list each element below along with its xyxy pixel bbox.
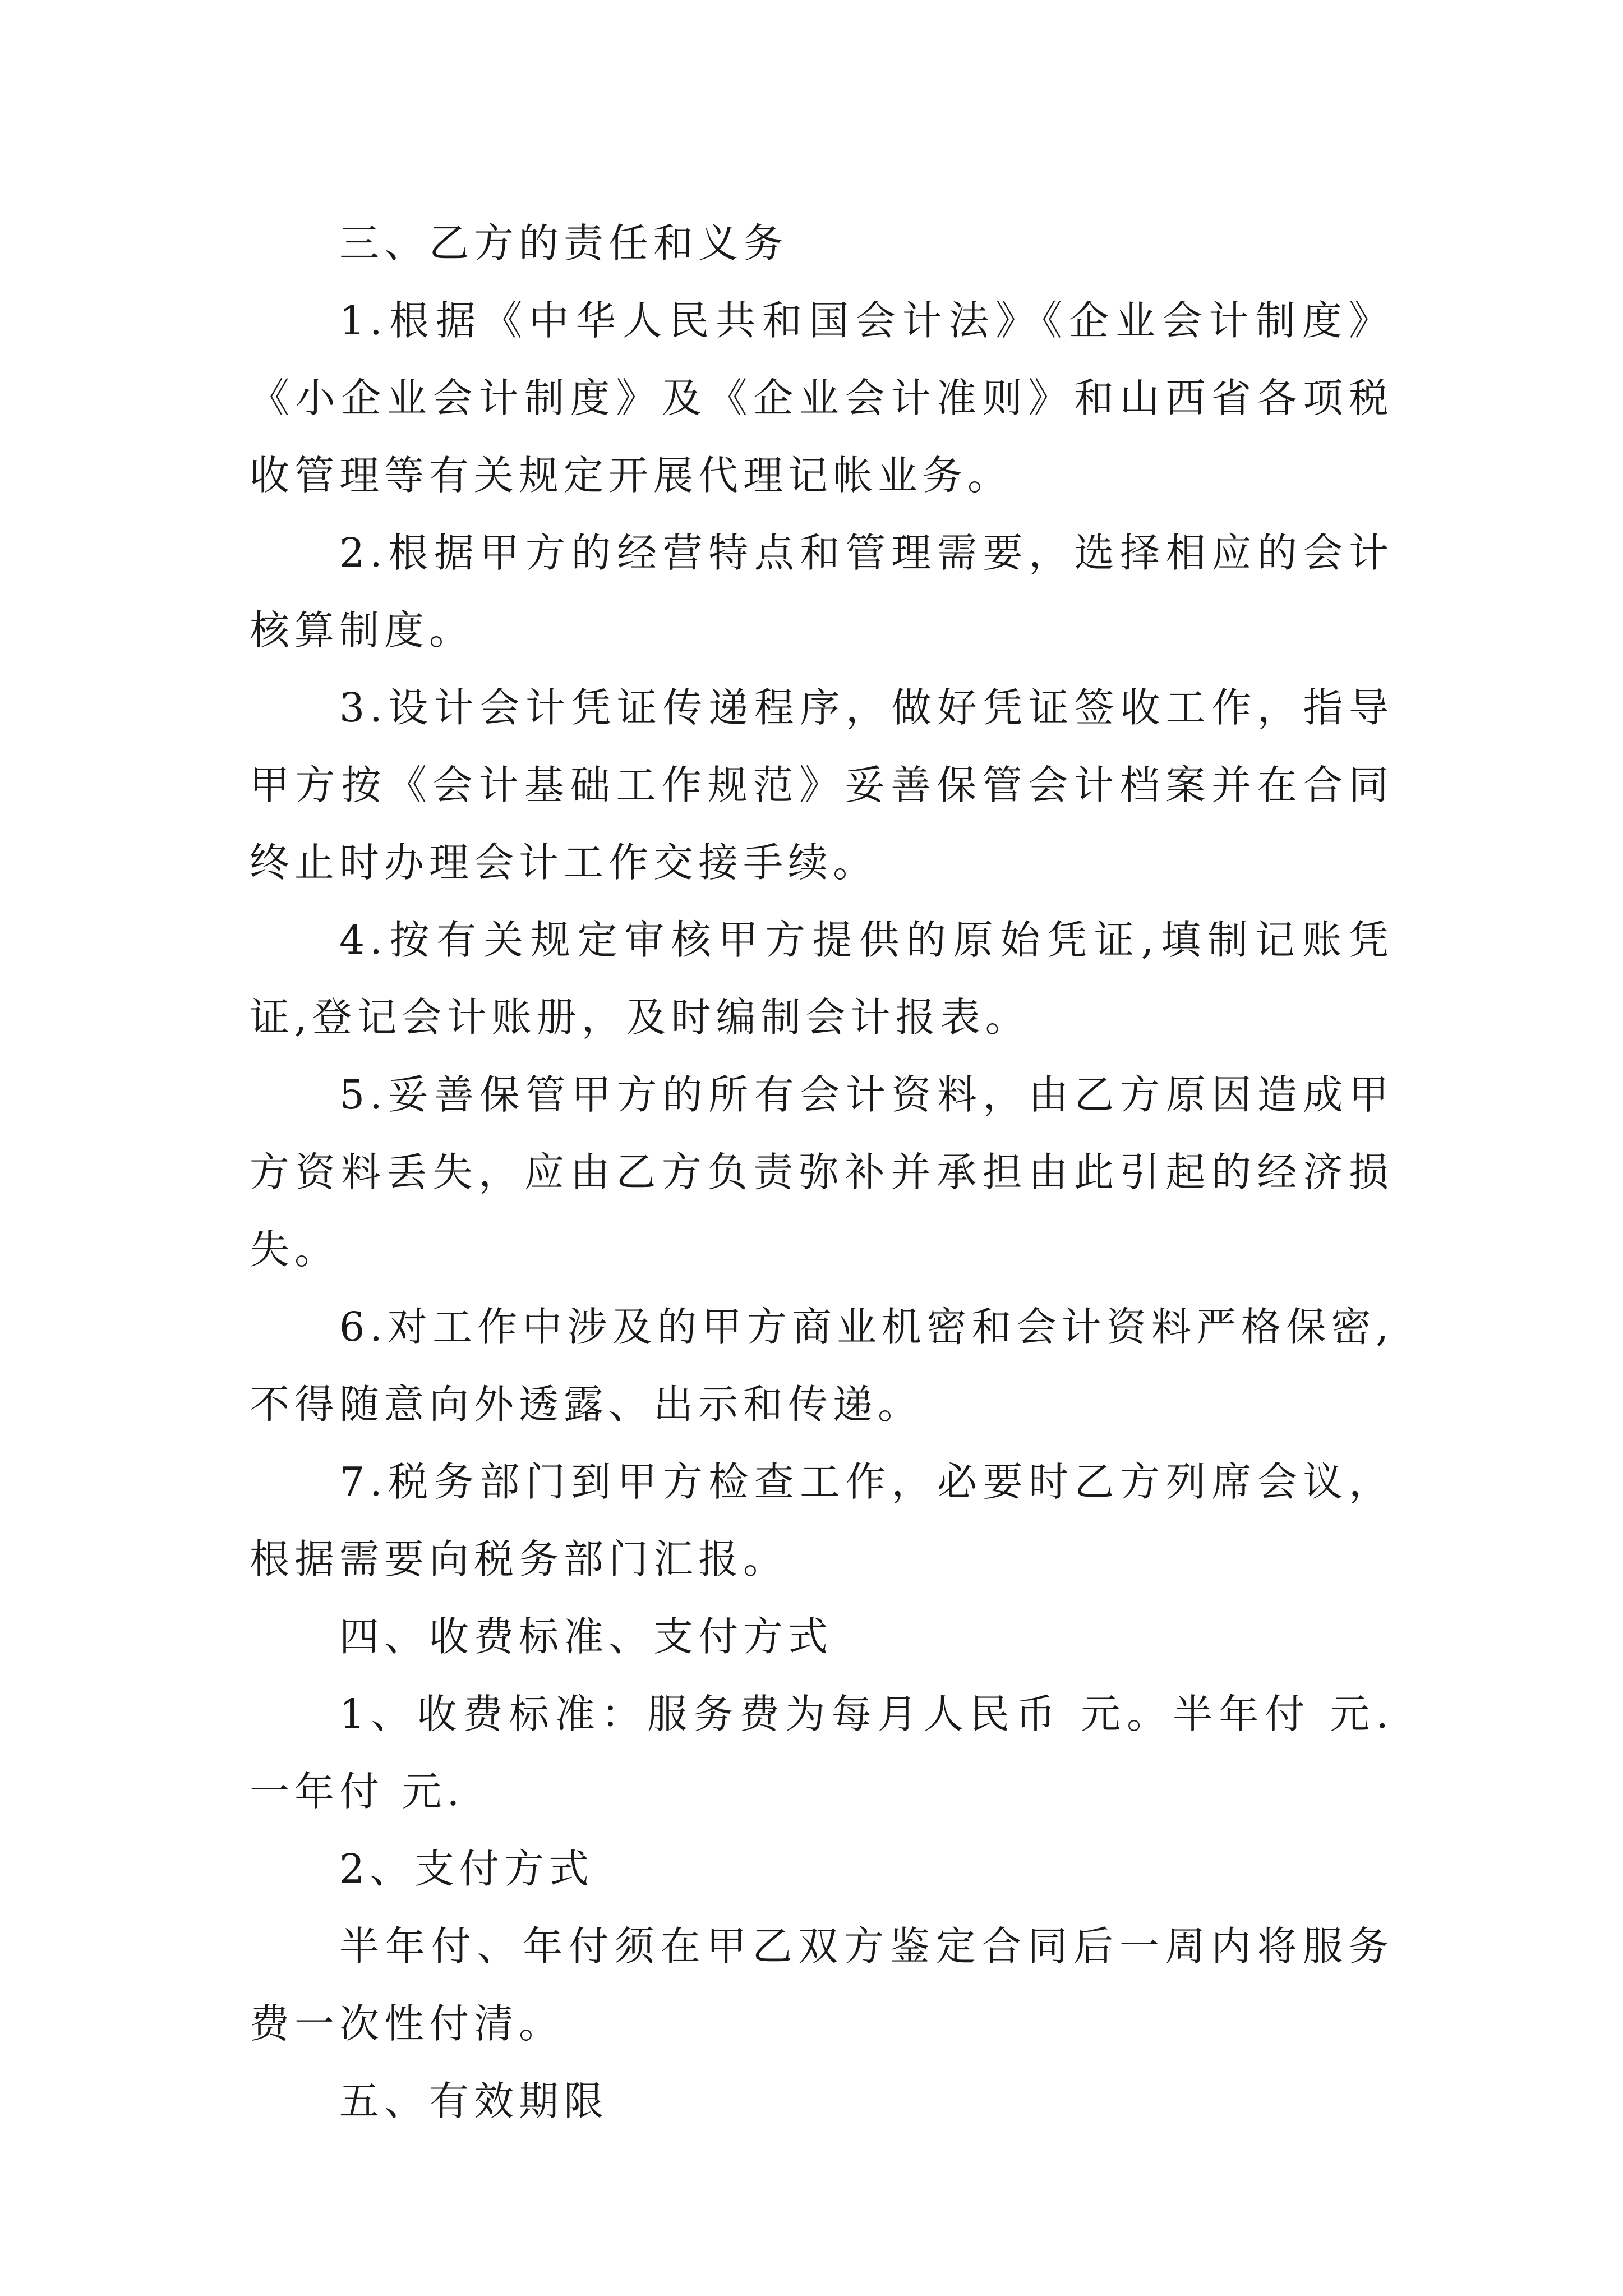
section-heading-3: 三、乙方的责任和义务 xyxy=(339,220,789,266)
section-heading-5: 五、有效期限 xyxy=(339,2078,609,2124)
clause-3: 3.设计会计凭证传递程序，做好凭证签收工作，指导甲方按《会计基础工作规范》妥善保管会计档案并在合同终止时办理会计工作交接手续。 xyxy=(250,684,1394,886)
clause-1: 1.根据《中华人民共和国会计法》《企业会计制度》《小企业会计制度》及《企业会计准则》和山西省各项税收管理等有关规定开展代理记帐业务。 xyxy=(250,297,1394,499)
section-heading-4: 四、收费标准、支付方式 xyxy=(339,1613,833,1660)
clause-4: 4.按有关规定审核甲方提供的原始凭证,填制记账凭证,登记会计账册，及时编制会计报表。 xyxy=(250,917,1394,1041)
document-body xyxy=(250,205,1394,2140)
clause-6: 6.对工作中涉及的甲方商业机密和会计资料严格保密,不得随意向外透露、出示和传递。 xyxy=(250,1304,1394,1428)
clause-5: 5.妥善保管甲方的所有会计资料，由乙方原因造成甲方资料丢失，应由乙方负责弥补并承担由此引起的经济损失。 xyxy=(250,1071,1394,1273)
clause-2: 2.根据甲方的经营特点和管理需要，选择相应的会计核算制度。 xyxy=(250,530,1394,654)
payment-method-heading: 2、支付方式 xyxy=(339,1846,594,1892)
payment-method-clause: 半年付、年付须在甲乙双方鉴定合同后一周内将服务费一次性付清。 xyxy=(250,1923,1394,2047)
clause-7: 7.税务部门到甲方检查工作，必要时乙方列席会议，根据需要向税务部门汇报。 xyxy=(250,1458,1394,1582)
fee-standard-clause: 1、收费标准：服务费为每月人民币 元。半年付 元.一年付 元. xyxy=(250,1691,1394,1815)
